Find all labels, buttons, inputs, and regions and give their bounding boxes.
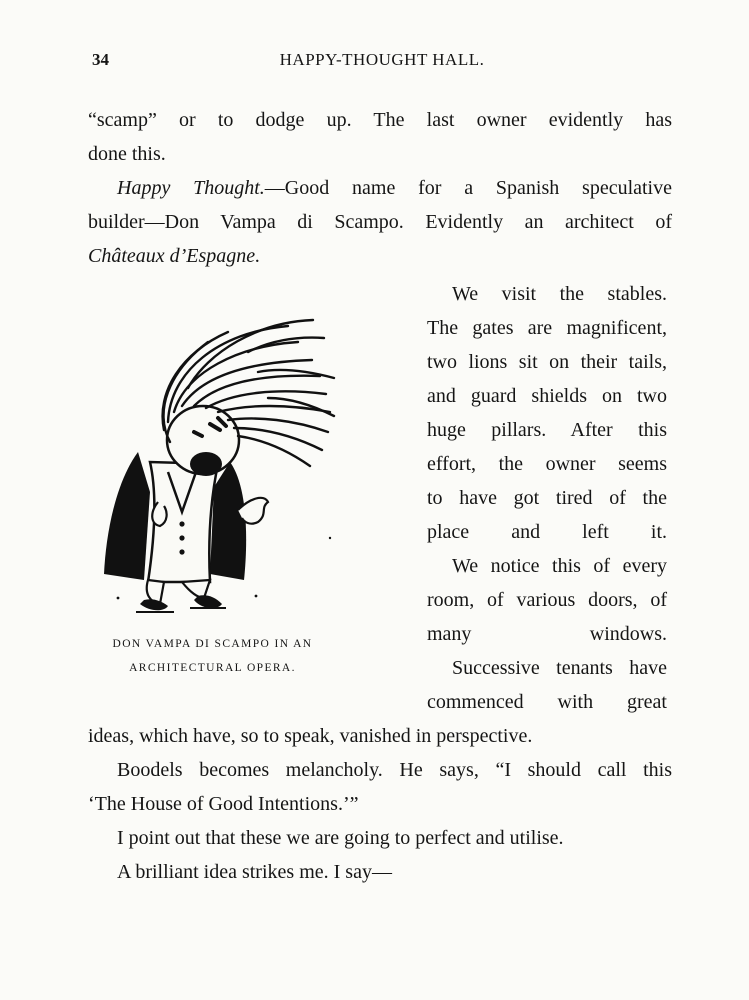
text-line: ideas, which have, so to speak, vanished in perspective. — [88, 725, 533, 747]
text-line — [117, 176, 672, 200]
happy-thought-italic: Happy Thought. — [117, 177, 265, 199]
text-line-rest: —Good name for a Spanish speculative — [264, 177, 672, 199]
don-vampa-illustration — [98, 312, 343, 627]
figure-caption-line: ARCHITECTURAL OPERA. — [129, 662, 296, 674]
text-line: I point out that these we are going to perfect and utilise. — [117, 827, 564, 849]
column-line: huge pillars. After this — [427, 419, 667, 441]
column-line: We visit the stables. — [452, 283, 667, 305]
column-line: to have got tired of the — [427, 487, 667, 509]
text-line: done this. — [88, 143, 166, 165]
text-line: “scamp” or to dodge up. The last owner evidently has — [88, 109, 672, 131]
column-line: commenced with great — [427, 691, 667, 713]
chateaux-line: Châteaux d’Espagne. — [88, 245, 261, 267]
page-header — [92, 50, 672, 74]
column-line: and guard shields on two — [427, 385, 667, 407]
text-line: A brilliant idea strikes me. I say— — [117, 861, 392, 883]
column-line: We notice this of every — [452, 555, 667, 577]
text-line: Boodels becomes melancholy. He says, “I should call this — [117, 759, 672, 781]
figure-caption-line: DON VAMPA DI SCAMPO IN AN — [112, 638, 313, 650]
running-head: HAPPY-THOUGHT HALL. — [279, 50, 485, 69]
text-line: ‘The House of Good Intentions.’” — [88, 793, 359, 815]
column-line: effort, the owner seems — [427, 453, 667, 475]
column-line: room, of various doors, of — [427, 589, 667, 611]
column-line: two lions sit on their tails, — [427, 351, 667, 373]
column-line: many windows. — [427, 623, 667, 645]
column-line: Successive tenants have — [452, 657, 667, 679]
column-line: The gates are magnificent, — [427, 317, 667, 339]
text-line: builder—Don Vampa di Scampo. Evidently an architect of — [88, 211, 672, 233]
page-number: 34 — [92, 50, 109, 69]
illustration-figure — [98, 312, 343, 627]
column-line: place and left it. — [427, 521, 667, 543]
